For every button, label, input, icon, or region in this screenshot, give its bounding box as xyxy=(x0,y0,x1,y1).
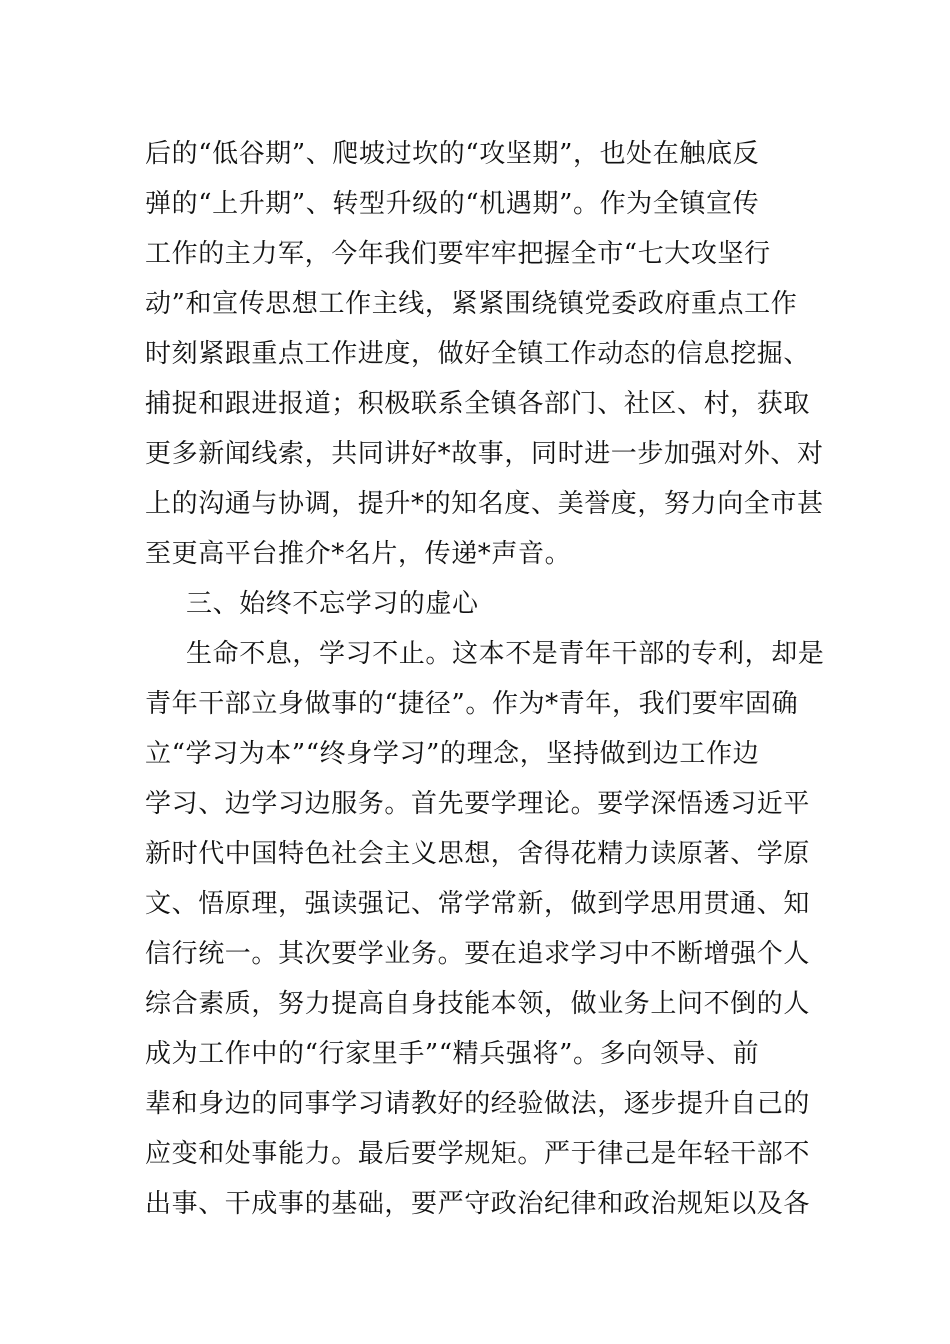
paragraph-line: 成为工作中的“行家里手”“精兵强将”。多向领导、前 xyxy=(145,1039,760,1069)
paragraph-line: 辈和身边的同事学习请教好的经验做法，逐步提升自己的 xyxy=(145,1089,811,1119)
paragraph-line: 弹的“上升期”、转型升级的“机遇期”。作为全镇宣传 xyxy=(145,189,760,219)
paragraph-line: 后的“低谷期”、爬坡过坎的“攻坚期”，也处在触底反 xyxy=(145,139,760,169)
paragraph-line: 立“学习为本”“终身学习”的理念，坚持做到边工作边 xyxy=(145,739,760,769)
paragraph-line: 生命不息，学习不止。这本不是青年干部的专利，却是 xyxy=(186,639,825,669)
section-heading: 三、始终不忘学习的虚心 xyxy=(186,589,479,619)
paragraph-line: 文、悟原理，强读强记、常学常新，做到学思用贯通、知 xyxy=(145,889,811,919)
paragraph-line: 出事、干成事的基础，要严守政治纪律和政治规矩以及各 xyxy=(145,1189,811,1219)
paragraph-line: 青年干部立身做事的“捷径”。作为*青年，我们要牢固确 xyxy=(145,689,799,719)
paragraph-line: 综合素质，努力提高自身技能本领，做业务上问不倒的人 xyxy=(145,989,811,1019)
paragraph-line: 新时代中国特色社会主义思想，舍得花精力读原著、学原 xyxy=(145,839,811,869)
paragraph-line: 捕捉和跟进报道；积极联系全镇各部门、社区、村，获取 xyxy=(145,389,811,419)
paragraph-line: 信行统一。其次要学业务。要在追求学习中不断增强个人 xyxy=(145,939,811,969)
paragraph-line: 学习、边学习边服务。首先要学理论。要学深悟透习近平 xyxy=(145,789,811,819)
paragraph-line: 更多新闻线索，共同讲好*故事，同时进一步加强对外、对 xyxy=(145,439,824,469)
paragraph-line: 上的沟通与协调，提升*的知名度、美誉度，努力向全市甚 xyxy=(145,489,824,519)
paragraph-line: 应变和处事能力。最后要学规矩。严于律己是年轻干部不 xyxy=(145,1139,811,1169)
paragraph-line: 至更高平台推介*名片，传递*声音。 xyxy=(145,539,572,569)
paragraph-line: 动”和宣传思想工作主线，紧紧围绕镇党委政府重点工作 xyxy=(145,289,798,319)
paragraph-line: 时刻紧跟重点工作进度，做好全镇工作动态的信息挖掘、 xyxy=(145,339,811,369)
paragraph-line: 工作的主力军，今年我们要牢牢把握全市“七大攻坚行 xyxy=(145,239,771,269)
